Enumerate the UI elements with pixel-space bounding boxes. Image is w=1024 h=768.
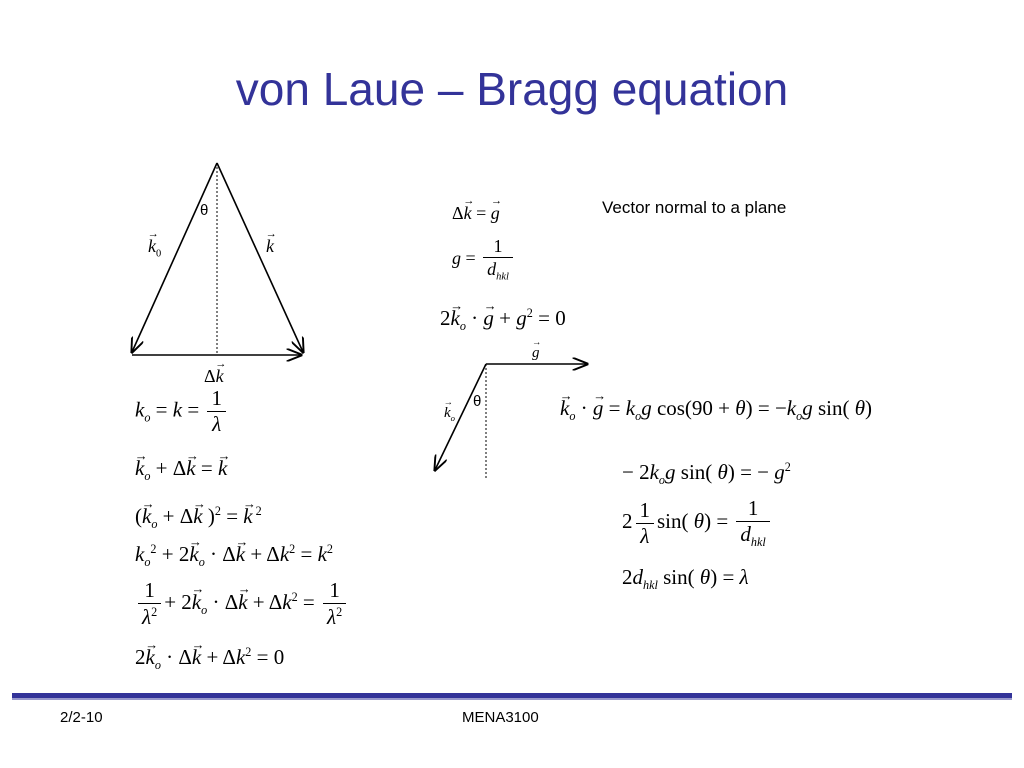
equation-sin-form: − $2k_og$ sin( θ) = − $g^2$ [622, 460, 791, 488]
equation-lambda-form: $\frac{1}{\lambda^2}$ + $2\to k_o \cdot \Delta\to k + \Delta k^2$ = $\frac{1}{\lambda^2}$ [135, 580, 349, 628]
equation-dot-product: → $k_o$ · → $g = k_og$ $\cos(90 + \theta) = -k_og$ sin( θ) [560, 398, 872, 422]
slide-title: von Laue – Bragg equation [235, 63, 789, 115]
equation-result: $2\to k_o \cdot \Delta\to k + \Delta k^2 = 0$ [135, 646, 284, 671]
k0-vector-line [132, 163, 217, 352]
vector-normal-note: Vector normal to a plane [602, 198, 787, 217]
k-label: → k [266, 237, 274, 255]
footer-course: MENA3100 [462, 709, 539, 726]
delta-k-label: Δ→ k [204, 367, 224, 385]
k0-label-small: → $k_o$ [444, 406, 455, 423]
equation-bragg-law: $2d_{hkl}$ sin( θ) = λ [622, 565, 749, 593]
equation-g-magnitude: g = $\frac{1}{d_{hkl}}$ [452, 237, 516, 283]
equation-delta-k-equals-g: Δ→ k = → g [452, 204, 500, 222]
theta-label-small: θ [473, 393, 482, 410]
equation-k-magnitude: $k_o = k$ = $\frac{1}{\lambda}$ [135, 388, 229, 435]
g-label: → g [532, 346, 540, 361]
equation-d-substitution: 2 $\frac{1}{\lambda}$ sin( θ) = $\frac{1}{d_{hkl}}$ [622, 498, 773, 548]
k-vector-line [217, 163, 303, 352]
equation-expanded: $k_o^2 + 2\to k_o \cdot \Delta\to k + \Delta k^2 = k^2$ [135, 543, 333, 568]
theta-label-triangle: θ [200, 202, 209, 219]
equation-laue-condition: $2\to k_o$ · → $g + g^2 = 0$ [440, 307, 566, 332]
footer-divider [12, 693, 1012, 700]
equation-squared: (→ $k_o + \Delta\to k$ )$^2$ = → k $^2$ [135, 505, 262, 530]
k0-vector-line-small [435, 364, 486, 470]
footer-date: 2/2-10 [60, 709, 103, 726]
equation-vector-sum: → $k_o + \Delta\to k$ = → k [135, 458, 227, 482]
k0-label: → $k_0$ [148, 237, 161, 260]
